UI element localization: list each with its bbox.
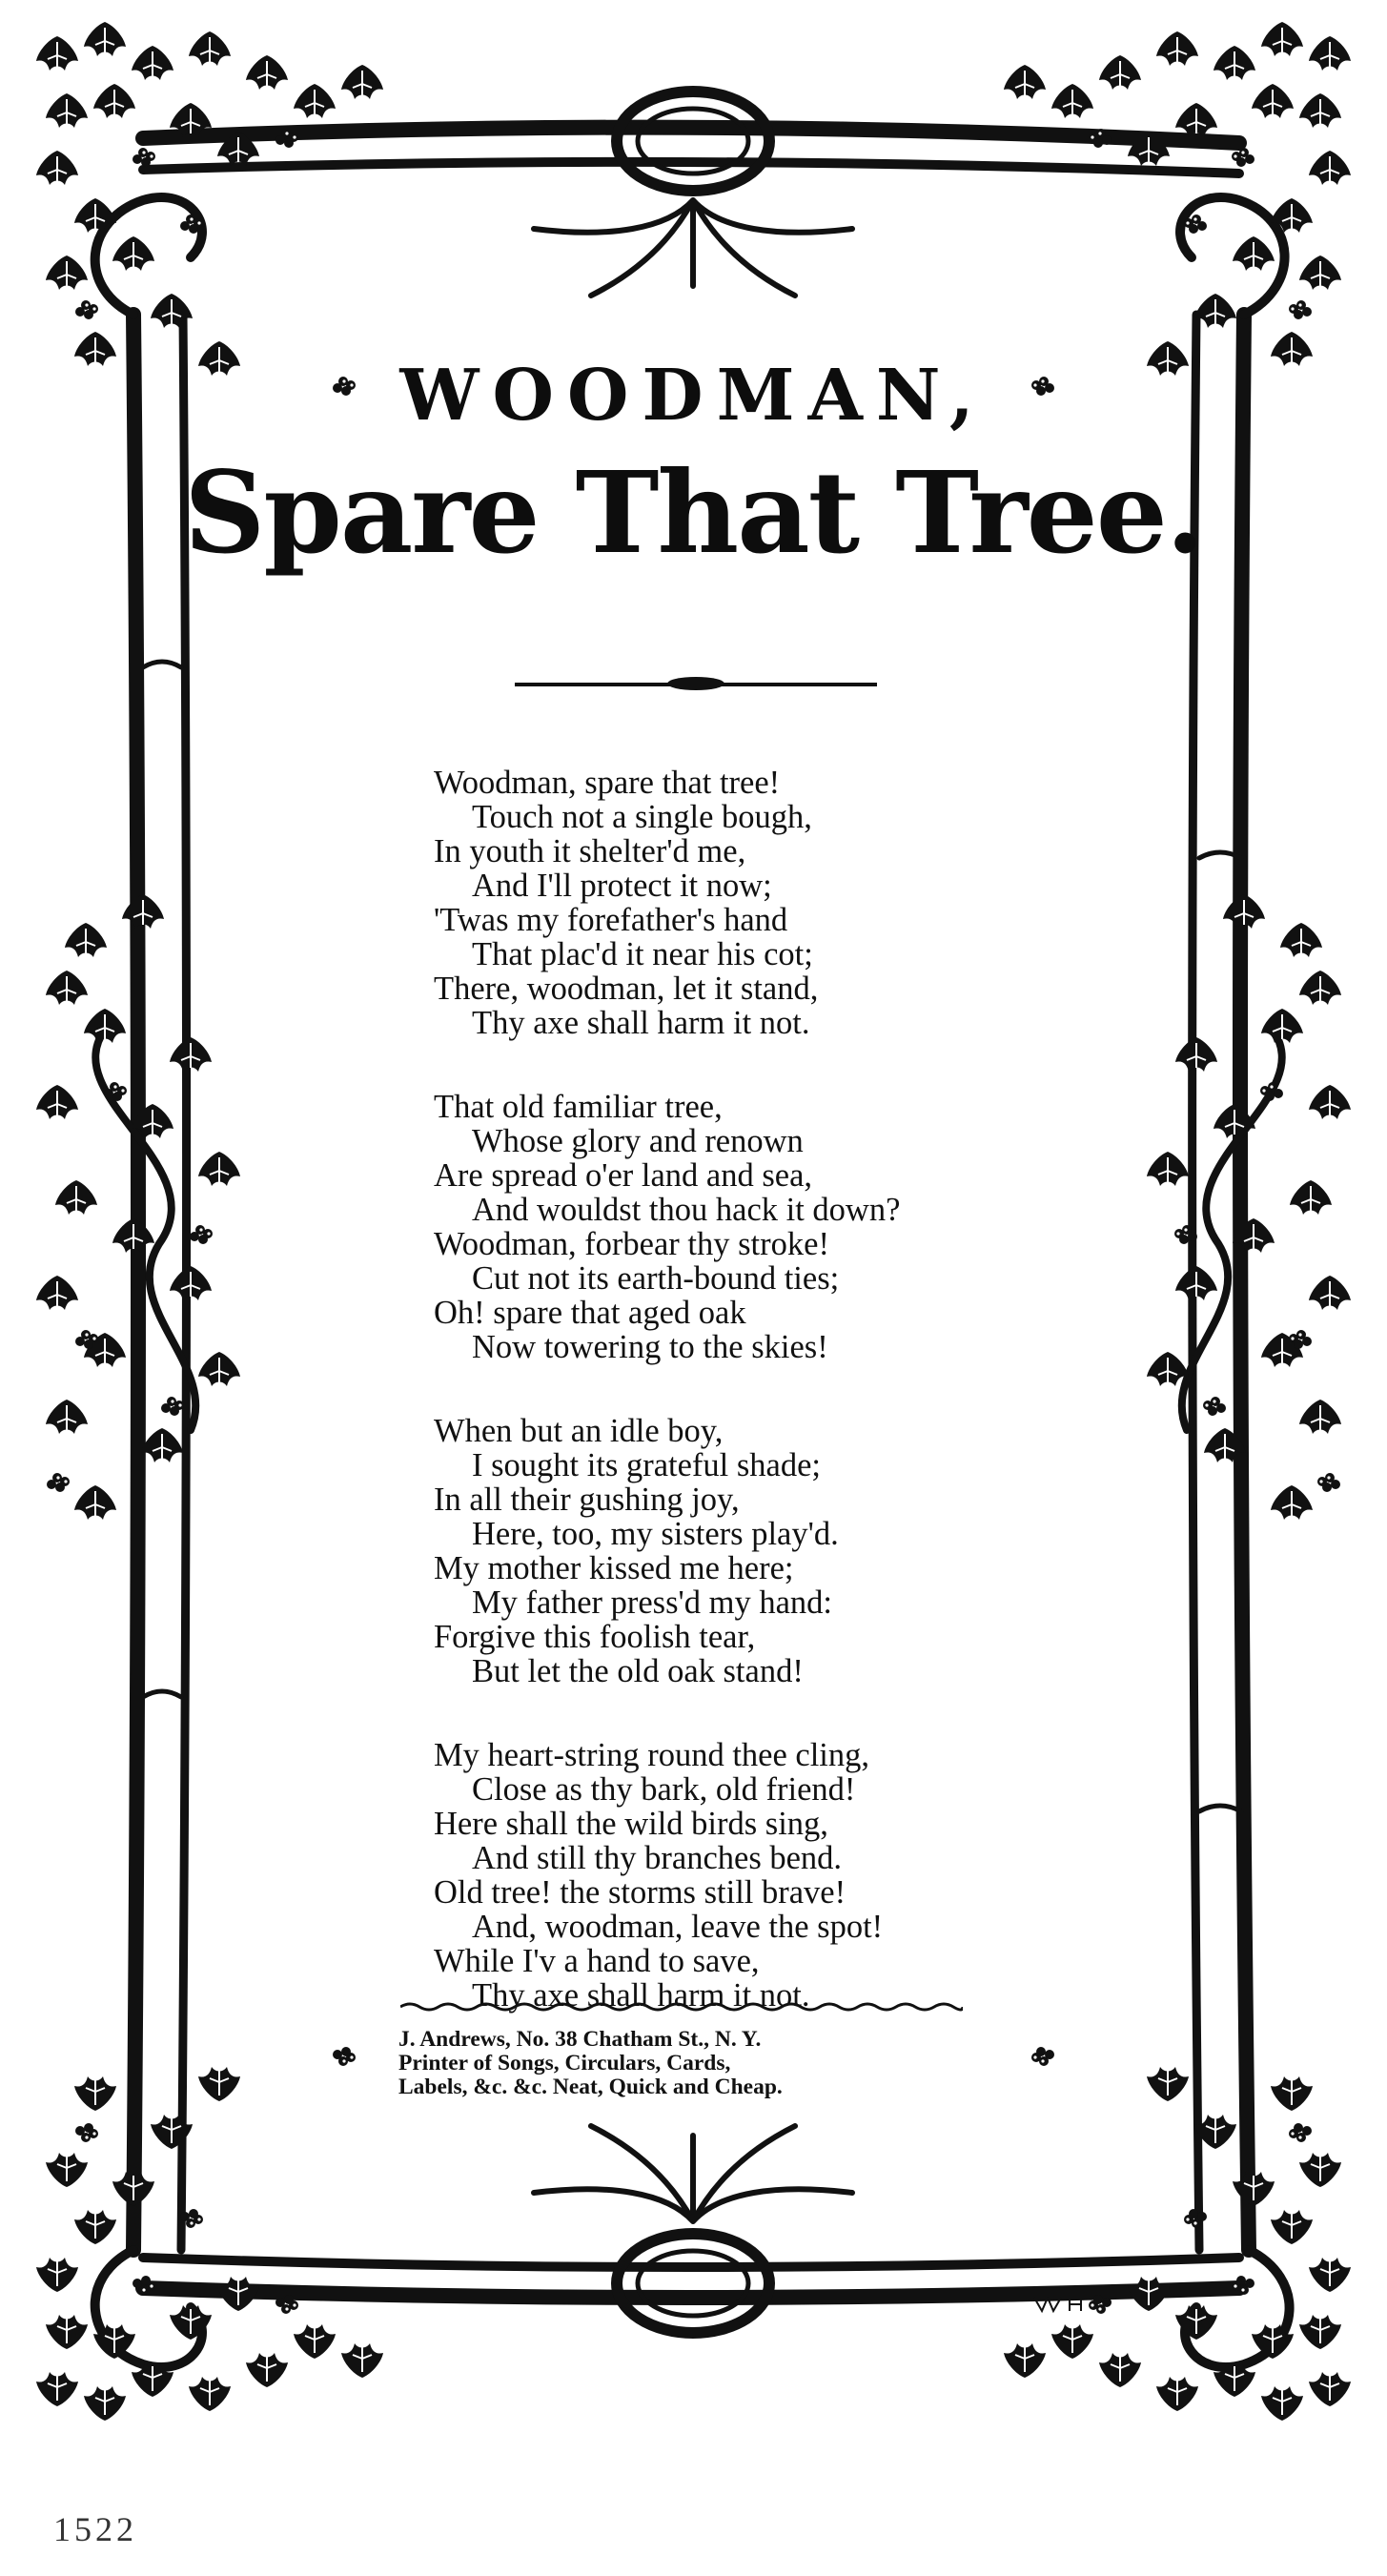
poem-line: Here, too, my sisters play'd.: [472, 1516, 839, 1552]
poem: [434, 766, 1044, 2062]
poem-line: Touch not a single bough,: [472, 799, 812, 835]
stanza: [434, 1414, 1044, 1688]
poem-line: Close as thy bark, old friend!: [472, 1771, 856, 1808]
poem-line: When but an idle boy,: [434, 1413, 724, 1449]
imprint-wavy-divider: [400, 1997, 963, 2016]
poem-line: Thy axe shall harm it not.: [472, 1977, 810, 2014]
poem-line: Woodman, spare that tree!: [434, 765, 781, 801]
poem-line: That old familiar tree,: [434, 1089, 723, 1125]
poem-line: Here shall the wild birds sing,: [434, 1806, 828, 1842]
title-line-1: WOODMAN,: [399, 355, 988, 437]
poem-line: In all their gushing joy,: [434, 1482, 740, 1518]
poem-line: Old tree! the storms still brave!: [434, 1874, 846, 1911]
stanza: [434, 766, 1044, 1040]
imprint-line: Printer of Songs, Circulars, Cards,: [398, 2051, 731, 2075]
poem-line: Whose glory and renown: [472, 1123, 804, 1159]
poem-line: My father press'd my hand:: [472, 1584, 832, 1621]
poem-line: And still thy branches bend.: [472, 1840, 843, 1876]
poem-line: 'Twas my forefather's hand: [434, 902, 788, 938]
stanza: [434, 1090, 1044, 1364]
poem-line: My mother kissed me here;: [434, 1550, 794, 1586]
imprint-line: Labels, &c. &c. Neat, Quick and Cheap.: [398, 2075, 783, 2099]
poem-line: And wouldst thou hack it down?: [472, 1192, 901, 1228]
poem-line: But let the old oak stand!: [472, 1653, 804, 1689]
poem-line: And I'll protect it now;: [472, 868, 772, 904]
catalog-number: 1522: [53, 2510, 137, 2548]
poem-line: Woodman, forbear thy stroke!: [434, 1226, 829, 1262]
poem-line: There, woodman, let it stand,: [434, 971, 819, 1007]
poem-line: And, woodman, leave the spot!: [472, 1909, 884, 1945]
imprint-line: J. Andrews, No. 38 Chatham St., N. Y.: [398, 2027, 762, 2052]
poem-line: Now towering to the skies!: [472, 1329, 828, 1365]
poem-line: In youth it shelter'd me,: [434, 833, 746, 869]
title-line-2: Spare That Tree.: [184, 446, 1203, 579]
poem-line: My heart-string round thee cling,: [434, 1737, 870, 1773]
poem-line: Are spread o'er land and sea,: [434, 1157, 813, 1194]
poem-line: I sought its grateful shade;: [472, 1447, 822, 1483]
stanza: [434, 1738, 1044, 2013]
poem-line: While I'v a hand to save,: [434, 1943, 760, 1979]
poem-line: Cut not its earth-bound ties;: [472, 1260, 840, 1297]
poem-line: Forgive this foolish tear,: [434, 1619, 756, 1655]
title-divider-ornament: [667, 677, 724, 690]
poem-line: Thy axe shall harm it not.: [472, 1005, 810, 1041]
poem-line: Oh! spare that aged oak: [434, 1295, 746, 1331]
printer-imprint: [398, 2028, 1009, 2099]
poem-line: That plac'd it near his cot;: [472, 936, 813, 972]
